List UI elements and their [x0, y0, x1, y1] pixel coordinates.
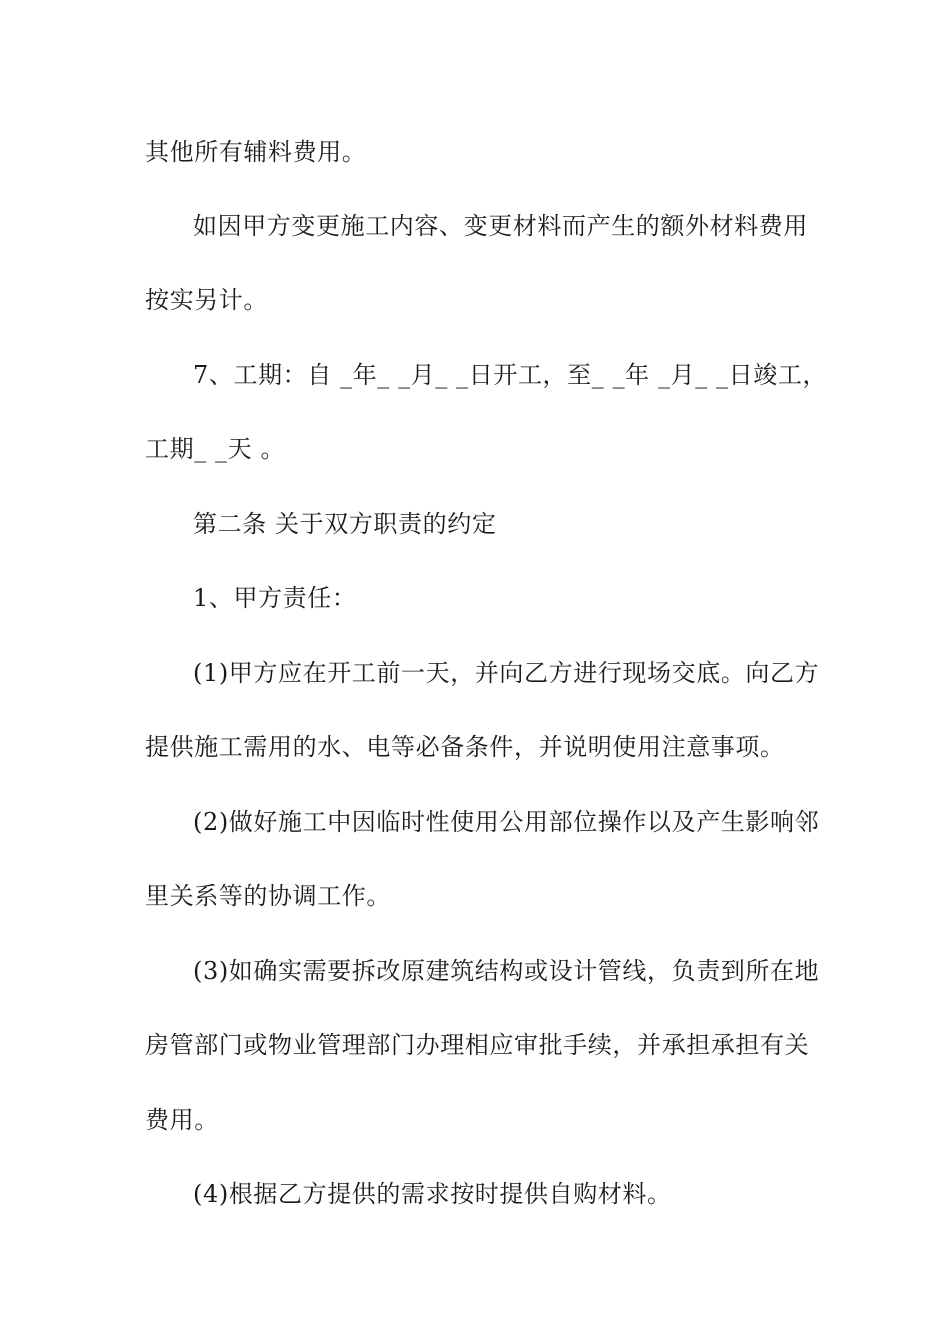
paragraph-line: 其他所有辅料费用。 [145, 138, 367, 166]
paragraph-line: 里关系等的协调工作。 [145, 882, 391, 910]
paragraph-line: (4)根据乙方提供的需求按时提供自购材料。 [193, 1180, 672, 1208]
paragraph-line: (3)如确实需要拆改原建筑结构或设计管线，负责到所在地 [193, 957, 820, 985]
section-heading: 第二条 关于双方职责的约定 [193, 510, 497, 538]
paragraph-line: (2)做好施工中因临时性使用公用部位操作以及产生影响邻 [193, 808, 820, 836]
paragraph-line: 如因甲方变更施工内容、变更材料而产生的额外材料费用 [193, 212, 808, 240]
paragraph-line: 按实另计。 [145, 286, 268, 314]
paragraph-line: (1)甲方应在开工前一天，并向乙方进行现场交底。向乙方 [193, 659, 820, 687]
paragraph-line: 7、工期：自 _年_ _月_ _日开工，至_ _年 _月_ _日竣工， [193, 361, 828, 389]
paragraph-line: 费用。 [145, 1106, 219, 1134]
paragraph-line: 提供施工需用的水、电等必备条件，并说明使用注意事项。 [145, 733, 785, 761]
paragraph-line: 工期_ _天 。 [145, 435, 286, 463]
paragraph-line: 房管部门或物业管理部门办理相应审批手续，并承担承担有关 [145, 1031, 810, 1059]
subsection-heading: 1、甲方责任： [193, 584, 357, 612]
